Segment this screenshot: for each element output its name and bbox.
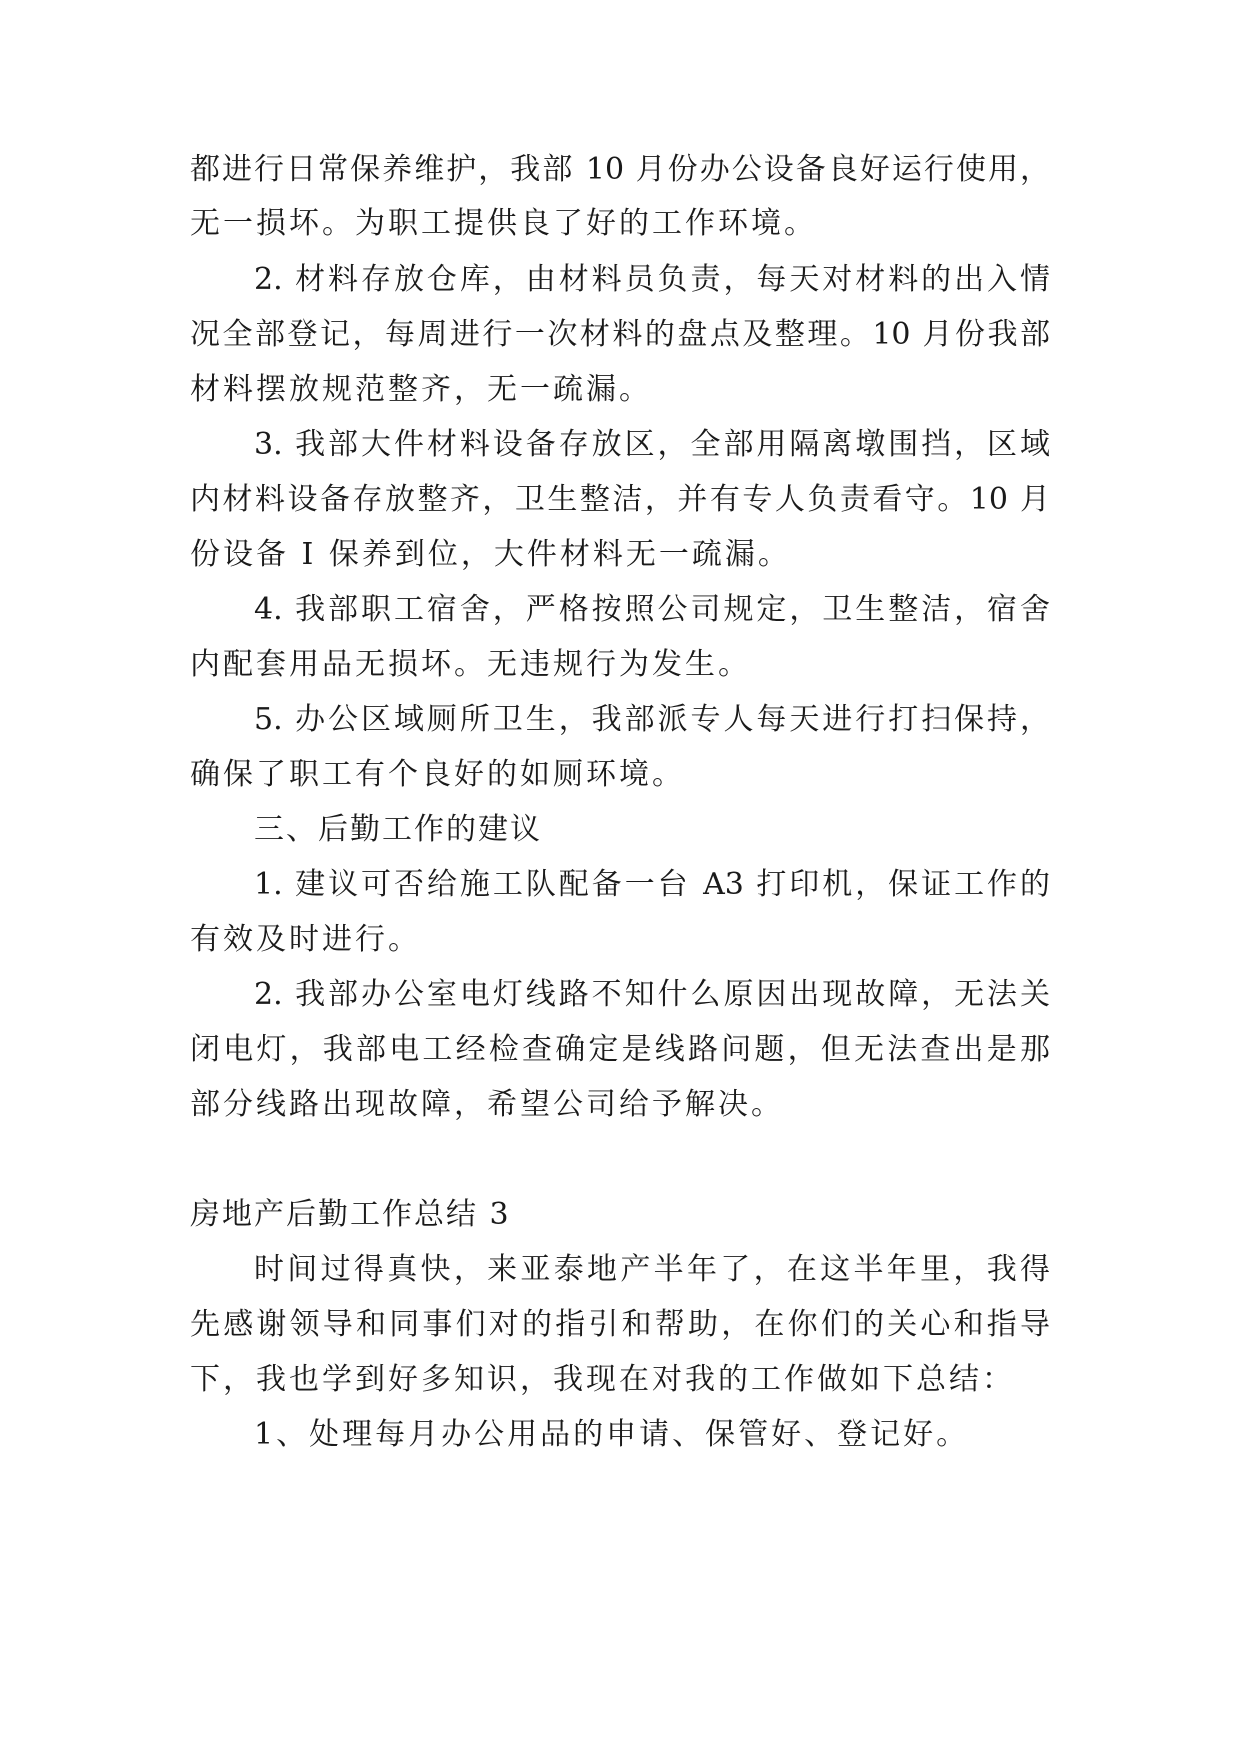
paragraph-line: 有效及时进行。: [190, 922, 421, 957]
paragraph-line: 况全部登记，每周进行一次材料的盘点及整理。10 月份我部: [190, 317, 1050, 352]
paragraph-line: 时间过得真快，来亚泰地产半年了，在这半年里，我得: [254, 1252, 1050, 1287]
paragraph-line: 部分线路出现故障，希望公司给予解决。: [190, 1087, 784, 1122]
suggestion-2-line: 2. 我部办公室电灯线路不知什么原因出现故障，无法关: [254, 977, 1050, 1012]
paragraph-line: 内材料设备存放整齐，卫生整洁，并有专人负责看守。10 月: [190, 482, 1050, 517]
list-item-5-line: 5. 办公区域厕所卫生，我部派专人每天进行打扫保持，: [254, 702, 1050, 737]
list-item-3-line: 3. 我部大件材料设备存放区，全部用隔离墩围挡，区域: [254, 427, 1050, 462]
paragraph-line: 都进行日常保养维护，我部 10 月份办公设备良好运行使用，: [190, 152, 1050, 187]
paragraph-line: 内配套用品无损坏。无违规行为发生。: [190, 647, 751, 682]
paragraph-line: 下，我也学到好多知识，我现在对我的工作做如下总结：: [190, 1362, 1015, 1397]
paragraph-line: 份设备 I 保养到位，大件材料无一疏漏。: [190, 537, 791, 572]
paragraph-line: 先感谢领导和同事们对的指引和帮助，在你们的关心和指导: [190, 1307, 1050, 1342]
list-item-4-line: 4. 我部职工宿舍，严格按照公司规定，卫生整洁，宿舍: [254, 592, 1050, 627]
list-item-2-line: 2. 材料存放仓库，由材料员负责，每天对材料的出入情: [254, 262, 1050, 297]
paragraph-line: 确保了职工有个良好的如厕环境。: [190, 757, 685, 792]
paragraph-line: 无一损坏。为职工提供良了好的工作环境。: [190, 206, 817, 241]
suggestion-1-line: 1. 建议可否给施工队配备一台 A3 打印机，保证工作的: [254, 867, 1050, 902]
document-title: 房地产后勤工作总结 3: [190, 1197, 511, 1232]
section-heading: 三、后勤工作的建议: [254, 812, 542, 847]
paragraph-line: 材料摆放规范整齐，无一疏漏。: [190, 372, 652, 407]
summary-item-1-line: 1、处理每月办公用品的申请、保管好、登记好。: [254, 1417, 970, 1452]
paragraph-line: 闭电灯，我部电工经检查确定是线路问题，但无法查出是那: [190, 1032, 1050, 1067]
